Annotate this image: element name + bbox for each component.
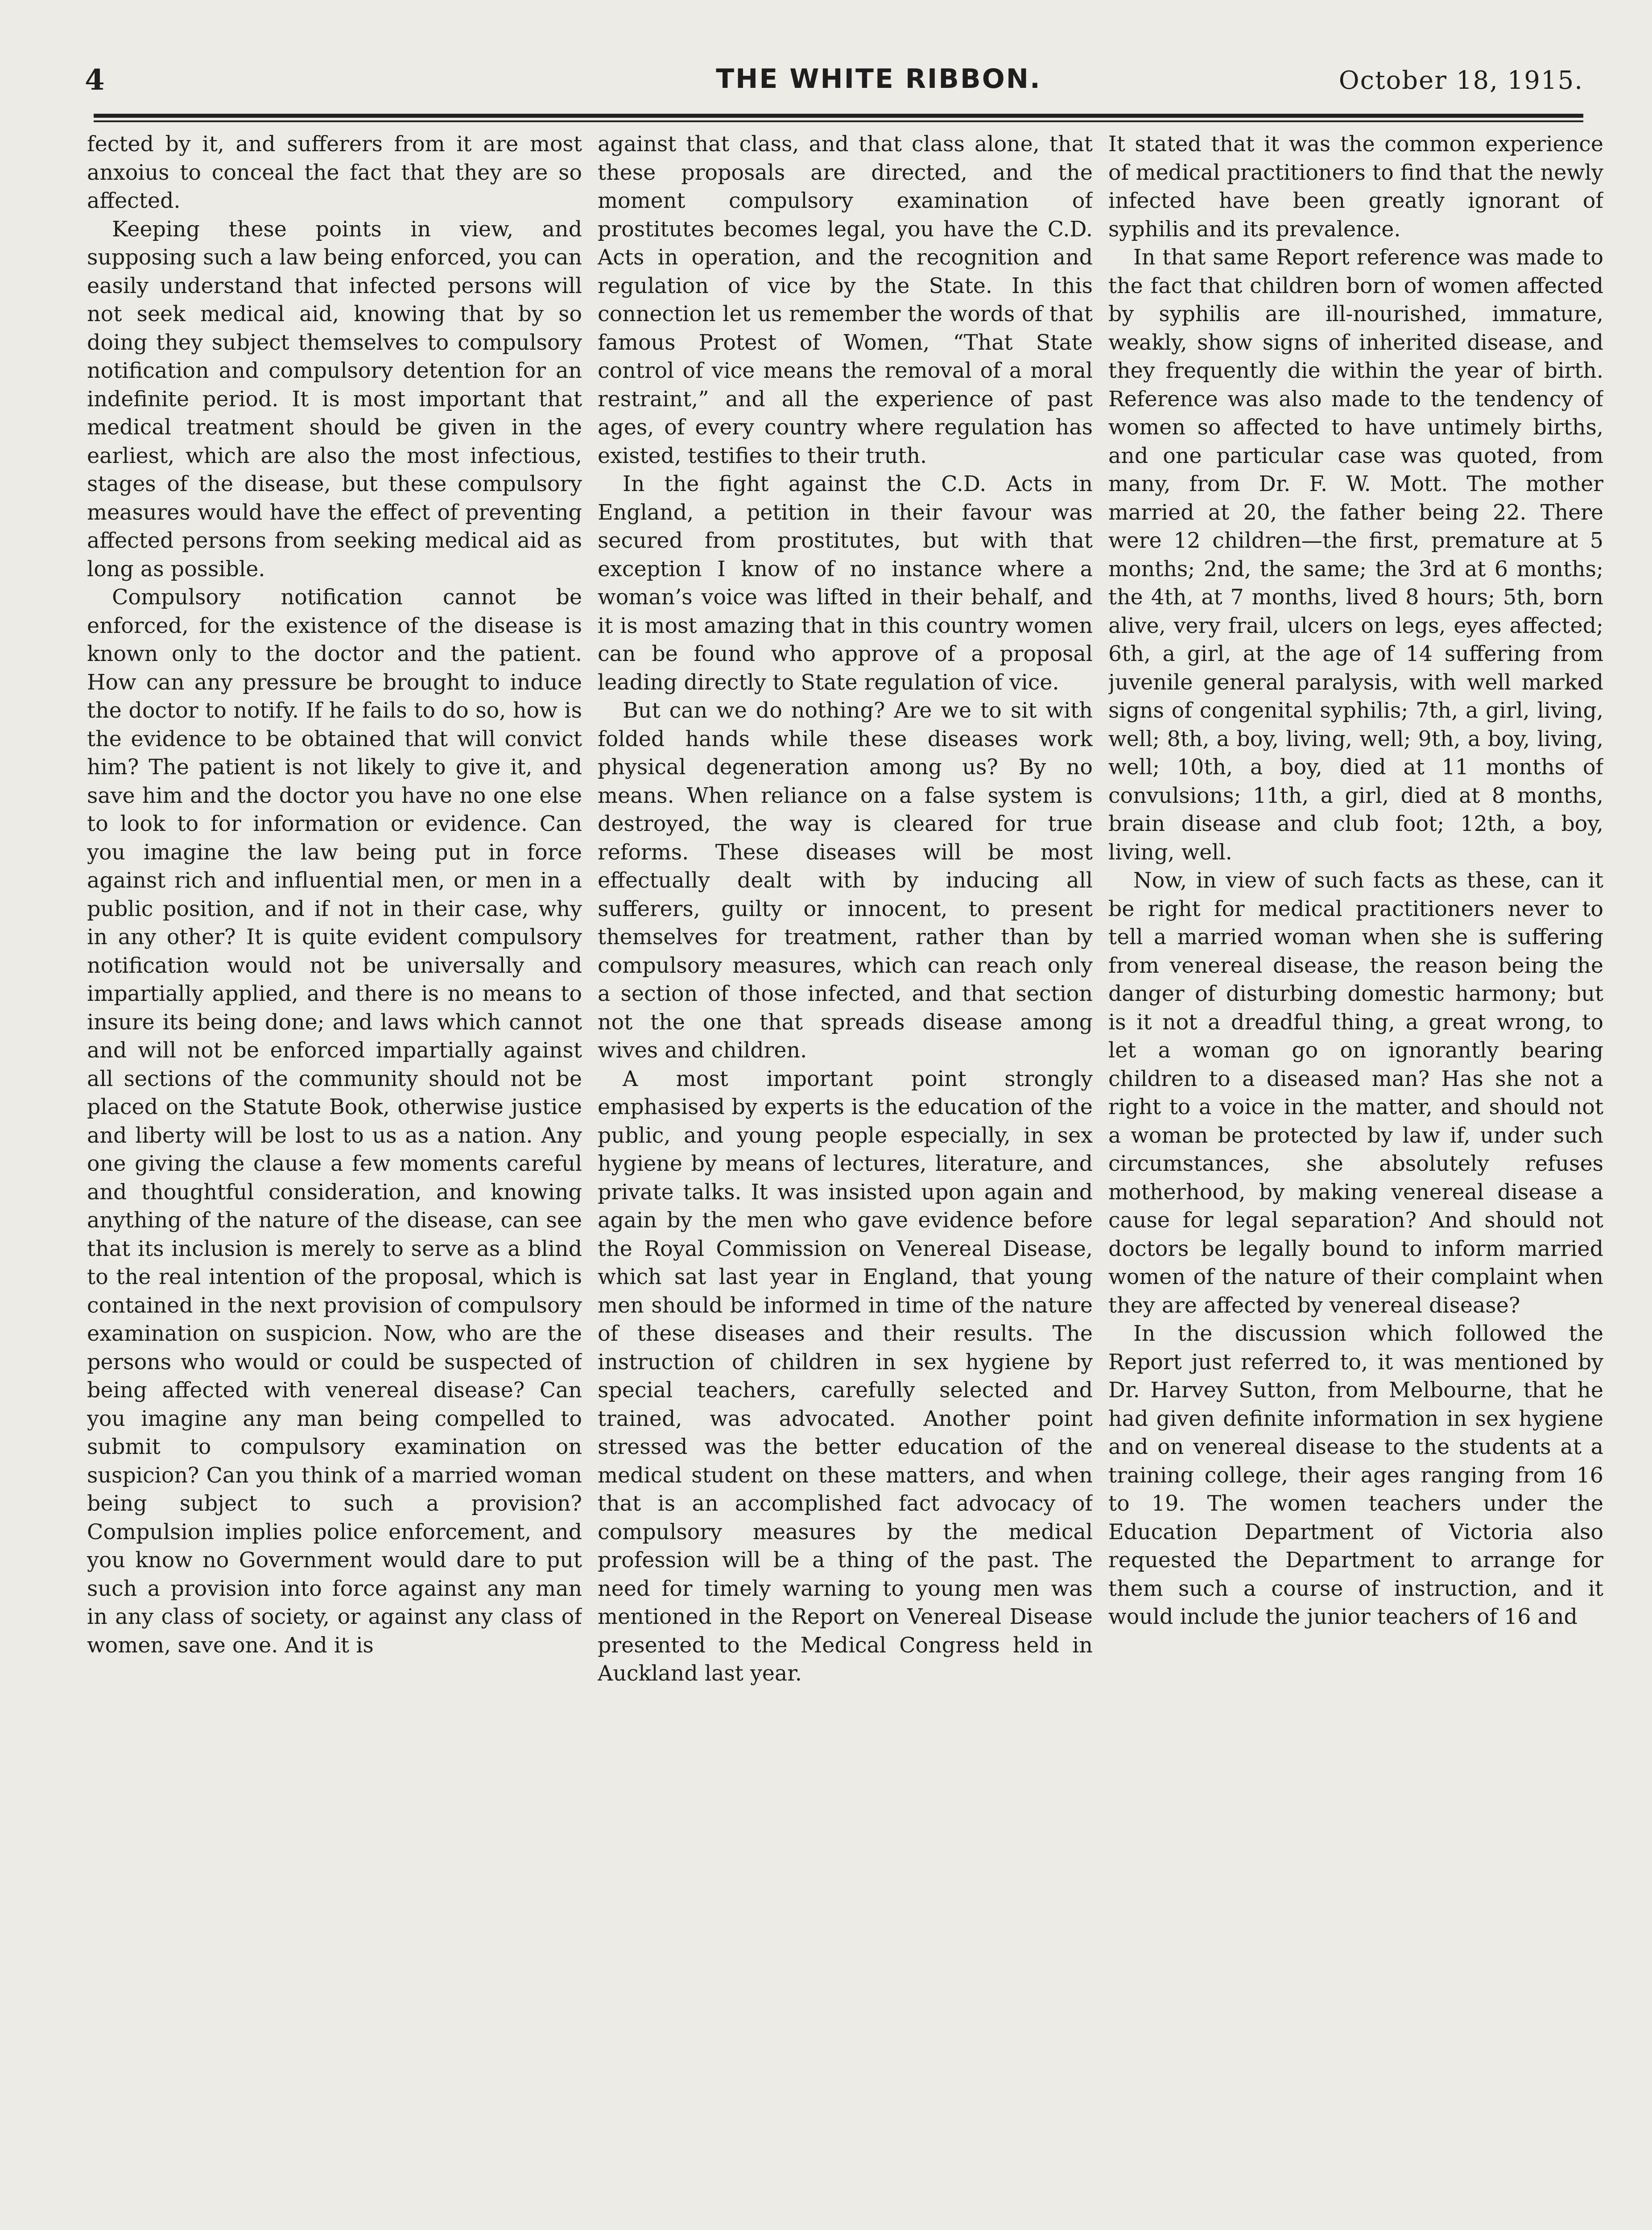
paragraph: In that same Report reference was made to the fact that children born of women affected by syphilis are ill-nourished, immature, weakly, show signs of inherited disease, and they frequently die within the year of birth. Reference was also made to the tendency of women so affected to have untimely births, and one particular case was quoted, from many, from Dr. F. W. Mott. The mother married at 20, the father being 22. There were 12 children—the first, premature at 5 months; 2nd, the same; the 3rd at 6 months; the 4th, at 7 months, lived 8 hours; 5th, born alive, very frail, ulcers on legs, eyes affected; 6th, a girl, at the age of 14 suffering from juvenile general paralysis, with well marked signs of congenital syphilis; 7th, a girl, living, well; 8th, a boy, living, well; 9th, a boy, living, well; 10th, a boy, died at 11 months of convulsions; 11th, a girl, died at 8 months, brain disease and club foot; 12th, a boy, living, well. <box>1108 245 1603 865</box>
paragraph: Now, in view of such facts as these, can it be right for medical practitioners never to tell a married woman when she is suffering from venereal disease, the reason being the danger of disturbing domestic harmony; but is it not a dreadful thing, a great wrong, to let a woman go on ignorantly bearing children to a diseased man? Has she not a right to a voice in the matter, and should not a woman be protected by law if, under such circumstances, she absolutely refuses motherhood, by making venereal disease a cause for legal separation? And should not doctors be legally bound to inform married women of the nature of their complaint when they are affected by venereal disease? <box>1108 868 1603 1318</box>
page-header <box>85 58 1583 107</box>
page-number: 4 <box>85 63 105 97</box>
paragraph: against that class, and that class alone, that these proposals are directed, and the moment compulsory examination of prostitutes becomes legal, you have the C.D. Acts in operation, and the recognition and regulation of vice by the State. In this connection let us remember the words of that famous Protest of Women, “That State control of vice means the removal of a moral restraint,” and all the experience of past ages, of every country where regulation has existed, testifies to their truth. <box>598 132 1093 468</box>
issue-date: October 18, 1915. <box>1338 66 1583 95</box>
column-3 <box>1108 130 1603 2226</box>
paragraph: But can we do nothing? Are we to sit with folded hands while these diseases work physical degeneration among us? By no means. When reliance on a false system is destroyed, the way is cleared for true reforms. These diseases will be most effectually dealt with by inducing all sufferers, guilty or innocent, to present themselves for treatment, rather than by compulsory measures, which can reach only a section of those infected, and that section not the one that spreads disease among wives and children. <box>598 698 1093 1063</box>
header-rule-thin <box>94 120 1583 122</box>
paragraph: A most important point strongly emphasised by experts is the education of the public, and young people especially, in sex hygiene by means of lectures, literature, and private talks. It was insisted upon again and again by the men who gave evidence before the Royal Commission on Venereal Disease, which sat last year in England, that young men should be informed in time of the nature of these diseases and their results. The instruction of children in sex hygiene by special teachers, carefully selected and trained, was advocated. Another point stressed was the better education of the medical student on these matters, and when that is an accomplished fact advocacy of compulsory measures by the medical profession will be a thing of the past. The need for timely warning to young men was mentioned in the Report on Venereal Disease presented to the Medical Congress held in Auckland last year. <box>598 1066 1093 1686</box>
paragraph: Compulsory notification cannot be enforced, for the existence of the disease is known only to the doctor and the patient. How can any pressure be brought to induce the doctor to notify. If he fails to do so, how is the evidence to be obtained that will convict him? The patient is not likely to give it, and save him and the doctor you have no one else to look to for information or evidence. Can you imagine the law being put in force against rich and influential men, or men in a public position, and if not in their case, why in any other? It is quite evident compulsory notification would not be universally and impartially applied, and there is no means to insure its being done; and laws which cannot and will not be enforced impartially against all sections of the community should not be placed on the Statute Book, otherwise justice and liberty will be lost to us as a nation. Any one giving the clause a few moments careful and thoughtful consideration, and knowing anything of the nature of the disease, can see that its inclusion is merely to serve as a blind to the real intention of the proposal, which is contained in the next provision of compulsory examination on suspicion. Now, who are the persons who would or could be suspected of being affected with venereal disease? Can you imagine any man being compelled to submit to compulsory examination on suspicion? Can you think of a married woman being subject to such a provision? Compulsion implies police enforcement, and you know no Government would dare to put such a provision into force against any man in any class of society, or against any class of women, save one. And it is <box>87 585 582 1658</box>
paragraph: In the fight against the C.D. Acts in England, a petition in their favour was secured from prostitutes, but with that exception I know of no instance where a woman’s voice was lifted in their behalf, and it is most amazing that in this country women can be found who approve of a proposal leading directly to State regulation of vice. <box>598 472 1093 695</box>
column-1 <box>87 130 582 2226</box>
paragraph: It stated that it was the common experience of medical practitioners to find that the newly infected have been greatly ignorant of syphilis and its prevalence. <box>1108 132 1603 242</box>
paragraph: In the discussion which followed the Report just referred to, it was mentioned by Dr. Harvey Sutton, from Melbourne, that he had given definite information in sex hygiene and on venereal disease to the students at a training college, their ages ranging from 16 to 19. The women teachers under the Education Department of Victoria also requested the Department to arrange for them such a course of instruction, and it would include the junior teachers of 16 and <box>1108 1321 1603 1629</box>
column-2 <box>598 130 1093 2226</box>
paragraph: Keeping these points in view, and supposing such a law being enforced, you can easily understand that infected persons will not seek medical aid, knowing that by so doing they subject themselves to compulsory notification and compulsory detention for an indefinite period. It is most important that medical treatment should be given in the earliest, which are also the most infectious, stages of the disease, but these compulsory measures would have the effect of preventing affected persons from seeking medical aid as long as possible. <box>87 217 582 582</box>
header-rule-thick <box>94 114 1583 118</box>
paragraph: fected by it, and sufferers from it are most anxoius to conceal the fact that they are so affected. <box>87 132 582 213</box>
newspaper-title: THE WHITE RIBBON. <box>716 63 1041 95</box>
